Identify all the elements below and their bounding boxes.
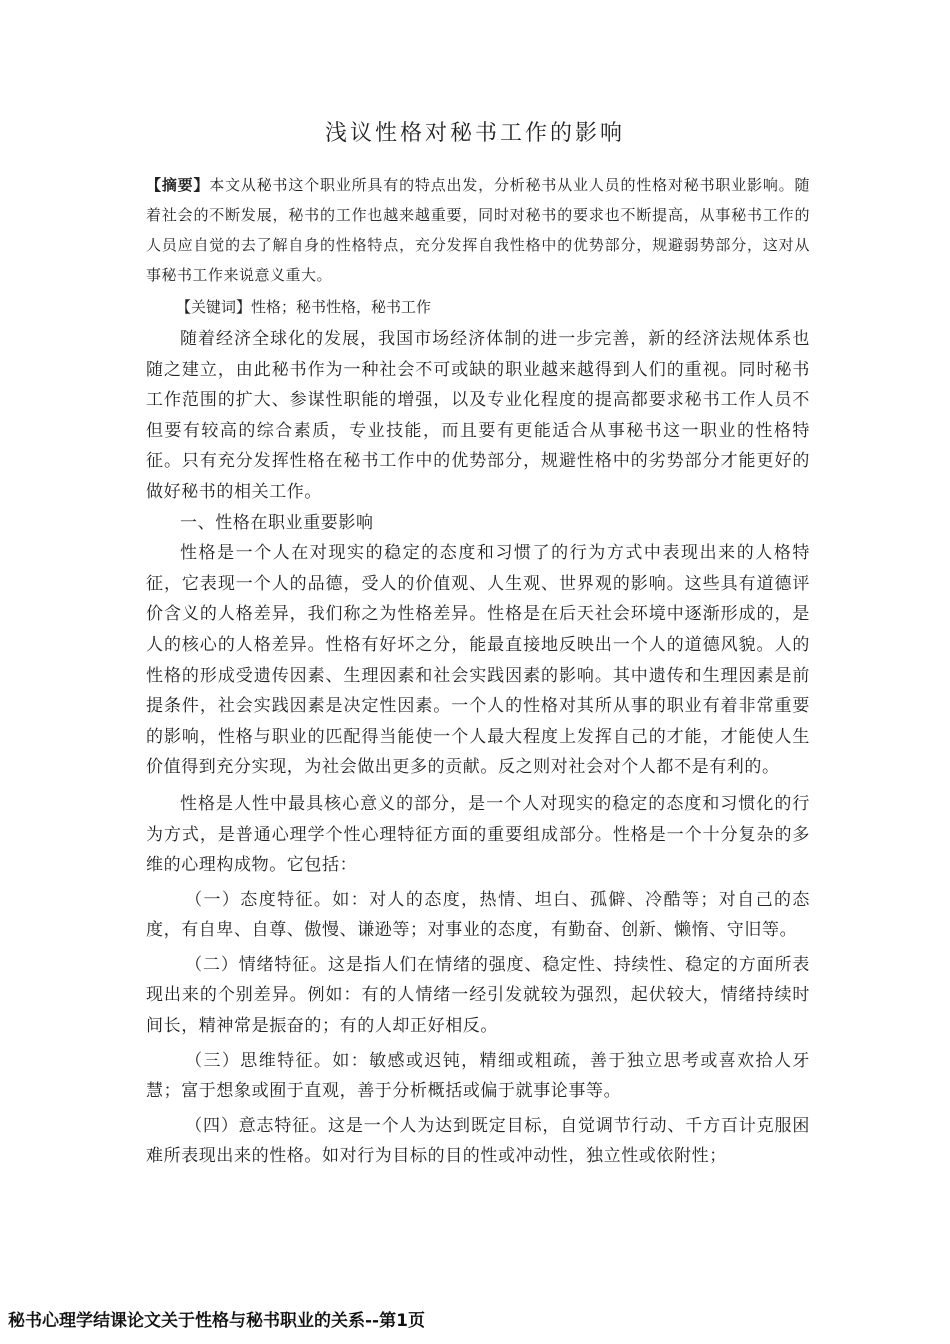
abstract-text: 本文从秘书这个职业所具有的特点出发，分析秘书从业人员的性格对秘书职业影响。随着社会的不断发展，秘书的工作也越来越重要，同时对秘书的要求也不断提高，从事秘书工作的人员应自觉的去了解自身的性格特点，充分发挥自我性格中的优势部分，规避弱势部分，这对从事秘书工作来说意义重大。 [146,176,810,284]
paragraph-intro: 随着经济全球化的发展，我国市场经济体制的进一步完善，新的经济法规体系也随之建立，由此秘书作为一种社会不可或缺的职业越来越得到人们的重视。同时秘书工作范围的扩大、参谋性职能的增强，以及专业化程度的提高都要求秘书工作人员不但要有较高的综合素质，专业技能，而且要有更能适合从事秘书这一职业的性格特征。只有充分发挥性格在秘书工作中的优势部分，规避性格中的劣势部分才能更好的做好秘书的相关工作。 [146,329,810,502]
body-text [146,324,810,1172]
list-item-thinking: （三）思维特征。如：敏感或迟钝，精细或粗疏，善于独立思考或喜欢拾人牙慧；富于想象或囿于直观，善于分析概括或偏于就事论事等。 [146,1050,810,1102]
keywords: 【关键词】性格；秘书性格，秘书工作 [176,298,432,316]
paragraph-personality-core: 性格是人性中最具核心意义的部分，是一个人对现实的稳定的态度和习惯化的行为方式，是普通心理学个性心理特征方面的重要组成部分。性格是一个十分复杂的多维的心理构成物。它包括： [146,793,810,876]
abstract [146,170,810,290]
paragraph-personality-definition: 性格是一个人在对现实的稳定的态度和习惯了的行为方式中表现出来的人格特征，它表现一个人的品德，受人的价值观、人生观、世界观的影响。这些具有道德评价含义的人格差异，我们称之为性格差异。性格是在后天社会环境中逐渐形成的，是人的核心的人格差异。性格有好坏之分，能最直接地反映出一个人的道德风貌。人的性格的形成受遗传因素、生理因素和社会实践因素的影响。其中遗传和生理因素是前提条件，社会实践因素是决定性因素。一个人的性格对其所从事的职业有着非常重要的影响，性格与职业的匹配得当能使一个人最大程度上发挥自己的才能，才能使人生价值得到充分实现，为社会做出更多的贡献。反之则对社会对个人都不是有利的。 [146,543,810,778]
document-title: 浅议性格对秘书工作的影响 [324,121,625,146]
page-footer: 秘书心理学结课论文关于性格与秘书职业的关系--第1页 [8,1311,425,1331]
abstract-label: 【摘要】 [146,176,210,194]
list-item-emotion: （二）情绪特征。这是指人们在情绪的强度、稳定性、持续性、稳定的方面所表现出来的个别差异。例如：有的人情绪一经引发就较为强烈，起伏较大，情绪持续时间长，精神常是振奋的；有的人却正好相反。 [146,954,810,1037]
section-heading-1: 一、性格在职业重要影响 [180,512,374,533]
list-item-attitude: （一）态度特征。如：对人的态度，热情、坦白、孤僻、冷酷等；对自己的态度，有自卑、自尊、傲慢、谦逊等；对事业的态度，有勤奋、创新、懒惰、守旧等。 [146,889,810,941]
list-item-will: （四）意志特征。这是一个人为达到既定目标，自觉调节行动、千方百计克服困难所表现出来的性格。如对行为目标的目的性或冲动性，独立性或依附性； [146,1115,810,1167]
